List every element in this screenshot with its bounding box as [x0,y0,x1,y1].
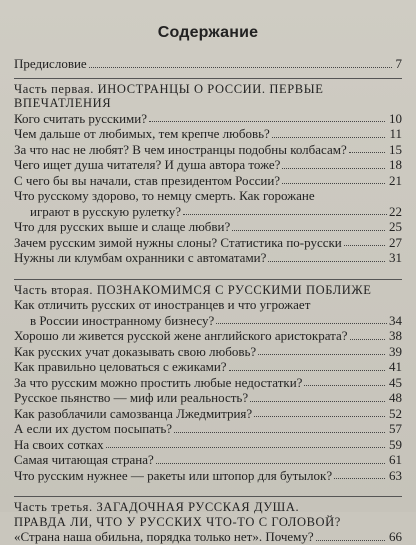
toc-entry-label: Чего ищет душа читателя? И душа автора тоже? [14,157,281,172]
section-divider [14,279,402,280]
part3-heading-line2: ПРАВДА ЛИ, ЧТО У РУССКИХ ЧТО-ТО С ГОЛОВОЙ? [14,514,341,529]
part3-heading [14,500,402,529]
toc-entry-label: Зачем русским зимой нужны слоны? Статистика по-русски [14,234,342,250]
leader-dots [350,339,385,340]
toc-entry-page: 7 [395,56,402,71]
leader-dots [272,137,386,138]
leader-dots [89,67,392,68]
leader-dots [106,447,385,448]
toc-entry[interactable] [14,344,402,360]
toc-entry-label: Что для русских выше и слаще любви? [14,219,231,234]
toc-entry-label: Хорошо ли живется русской жене английского аристократа? [14,328,348,343]
leader-dots [149,121,385,122]
leader-dots [258,354,385,355]
toc-entry-page: 52 [389,405,402,421]
toc-entry[interactable] [14,219,402,235]
toc-entry-page: 39 [389,343,402,359]
part2-entries [14,297,402,483]
toc-entry-page: 31 [389,250,402,265]
leader-dots [183,214,387,215]
toc-entry-page: 11 [389,126,402,141]
toc-entry[interactable] [14,421,402,437]
section-divider [14,78,402,79]
leader-dots [229,370,385,371]
toc-entry[interactable] [14,359,402,375]
toc-entry-page: 41 [389,359,402,374]
toc-entry-label-line1: Что русскому здорово, то немцу смерть. Как горожане [14,188,315,203]
leader-dots [174,432,385,433]
toc-entry[interactable] [14,328,402,344]
leader-dots [344,245,385,246]
toc-entry-page: 61 [389,452,402,467]
toc-entry-label: Чем дальше от любимых, тем крепче любовь? [14,126,270,141]
toc-entry[interactable] [14,111,402,127]
toc-entry-label: Как разоблачили самозванца Лжедмитрия? [14,405,253,421]
toc-entry[interactable] [14,157,402,173]
page-title: Содержание [157,24,259,41]
toc-entry-page: 25 [389,219,402,234]
toc-entry-label-line2: в России иностранному бизнесу? [30,312,215,328]
leader-dots [316,540,385,541]
toc-entry-page: 59 [389,436,402,452]
toc-entry[interactable] [14,250,402,266]
toc-entry-preface[interactable] [14,56,402,72]
toc-entry[interactable] [14,529,402,545]
leader-dots [349,152,385,153]
toc-entry-label: Самая читающая страна? [14,452,154,467]
toc-entry-label: Русское пьянство — миф или реальность? [14,390,249,405]
toc-entry-page: 18 [389,157,402,172]
toc-entry[interactable] [14,437,402,453]
toc-entry-label: На своих сотках [14,436,104,452]
toc-entry-label: Нужны ли клумбам охранники с автоматами? [14,250,267,265]
toc-entry-page: 45 [389,374,402,390]
part1-entries [14,111,402,266]
part1-heading-line1: Часть первая. ИНОСТРАНЦЫ О РОССИИ. ПЕРВЫЕ [14,81,324,96]
toc-entry-page: 15 [389,141,402,157]
leader-dots [250,401,385,402]
leader-dots [282,183,385,184]
leader-dots [216,323,387,324]
leader-dots [254,416,385,417]
toc-entry-page: 10 [389,110,402,126]
toc-entry-label: Как правильно целоваться с ежиками? [14,359,227,374]
toc-entry-multiline[interactable] [14,297,402,328]
toc-entry[interactable] [14,142,402,158]
toc-entry[interactable] [14,452,402,468]
toc-entry-page: 66 [389,529,402,544]
toc-entry-page: 48 [389,390,402,405]
toc-entry-label-line2: играют в русскую рулетку? [30,203,181,219]
leader-dots [232,230,385,231]
leader-dots [334,478,385,479]
toc-entry-label: Кого считать русскими? [14,110,148,126]
toc-entry-label: А если их дустом посыпать? [14,421,173,436]
toc-entry-label: За что нас не любят? В чем иностранцы подобны колбасам? [14,141,347,157]
toc-entry-page: 38 [389,328,402,343]
part3-entries [14,529,402,545]
toc-entry-page: 21 [389,172,402,188]
toc-entry[interactable] [14,390,402,406]
toc-entry-label: «Страна наша обильна, порядка только нет». Почему? [14,529,314,544]
toc-entry-multiline[interactable] [14,188,402,219]
part1-heading-line2: ВПЕЧАТЛЕНИЯ [14,96,112,110]
part1-heading [14,82,402,111]
toc-entry[interactable] [14,468,402,484]
toc-entry-page: 27 [389,234,402,250]
toc-entry[interactable] [14,375,402,391]
toc-entry-page: 22 [389,203,402,219]
toc-entry[interactable] [14,235,402,251]
toc-entry-label: Как русских учат доказывать свою любовь? [14,343,257,359]
toc-entry-page: 34 [389,312,402,328]
toc-entry-page: 63 [389,467,402,483]
toc-entry-label-line1: Как отличить русских от иностранцев и что угрожает [14,297,311,312]
toc-entry[interactable] [14,126,402,142]
part2-heading: Часть вторая. ПОЗНАКОМИМСЯ С РУССКИМИ ПОБЛИЖЕ [14,282,372,297]
toc-entry-page: 57 [389,421,402,436]
leader-dots [268,261,385,262]
toc-entry-label: Предисловие [14,56,87,71]
table-of-contents [14,56,402,545]
toc-entry-label: За что русским можно простить любые недостатки? [14,374,303,390]
leader-dots [282,168,385,169]
section-divider [14,496,402,497]
toc-entry-label: С чего бы вы начали, став президентом России? [14,172,281,188]
toc-entry[interactable] [14,173,402,189]
toc-entry-label: Что русским нужнее — ракеты или штопор для бутылок? [14,467,333,483]
leader-dots [156,463,385,464]
leader-dots [304,385,385,386]
toc-entry[interactable] [14,406,402,422]
part3-heading-line1: Часть третья. ЗАГАДОЧНАЯ РУССКАЯ ДУША. [14,500,300,514]
